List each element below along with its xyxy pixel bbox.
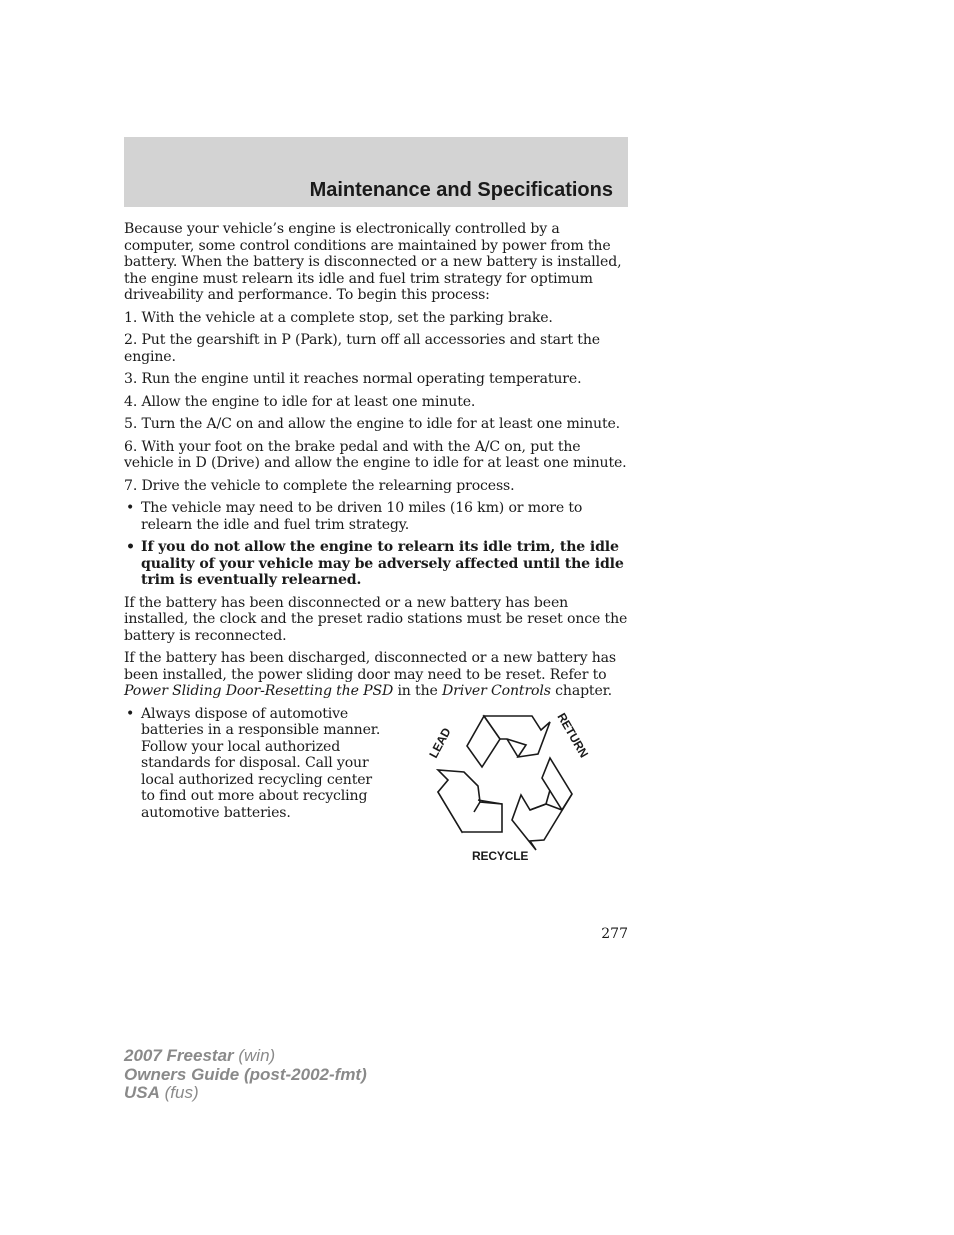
- step-6: 6. With your foot on the brake pedal and with the A/C on, put the vehicle in D (Drive) and allow the engine to idle for at least one minute.: [124, 438, 627, 471]
- recycle-logo-icon: [420, 702, 610, 862]
- psd-text-mid: in the: [393, 683, 443, 699]
- step-5: 5. Turn the A/C on and allow the engine to idle for at least one minute.: [124, 416, 620, 432]
- footer-market: USA: [124, 1083, 160, 1102]
- bullet-dispose: • Always dispose of automotive batteries in a responsible manner. Follow your local authorized standards for disposal. Call your local authorized recycling center to find out more about recycling automotive batteries.: [124, 706, 381, 822]
- section-header: [124, 137, 628, 207]
- step-3: 3. Run the engine until it reaches normal operating temperature.: [124, 371, 582, 387]
- page-number: 277: [601, 926, 628, 942]
- psd-paragraph: [124, 650, 628, 700]
- psd-text-end: chapter.: [550, 683, 613, 699]
- page-content: [124, 221, 628, 866]
- bullet-drive-note: • The vehicle may need to be driven 10 miles (16 km) or more to relearn the idle and fuel trim strategy.: [124, 500, 628, 533]
- chapter-reference: Driver Controls: [442, 683, 551, 699]
- recycle-section: [124, 706, 628, 866]
- section-title: Maintenance and Specifications: [309, 179, 613, 201]
- document-footer: [124, 1047, 367, 1103]
- recycle-arrow-left-head: [438, 770, 502, 832]
- step-7: 7. Drive the vehicle to complete the relearning process.: [124, 477, 515, 494]
- bullet-warning: • If you do not allow the engine to relearn its idle trim, the idle quality of your vehicle may be adversely affected until the idle trim is eventually relearned.: [124, 539, 628, 589]
- clock-paragraph: If the battery has been disconnected or a new battery has been installed, the clock and the preset radio stations must be reset once the battery is reconnected.: [124, 594, 628, 644]
- step-4: 4. Allow the engine to idle for at least one minute.: [124, 393, 476, 410]
- psd-reference: Power Sliding Door-Resetting the PSD: [124, 683, 394, 699]
- footer-model-code: (win): [233, 1046, 276, 1065]
- psd-text-start: If the battery has been discharged, disconnected or a new battery has been installed, the power sliding door may need to be reset. Refer to: [124, 650, 616, 683]
- footer-line-1: [124, 1047, 367, 1066]
- footer-model: 2007 Freestar: [124, 1046, 234, 1065]
- footer-line-3: [124, 1084, 367, 1103]
- intro-paragraph: Because your vehicle’s engine is electronically controlled by a computer, some control conditions are maintained by power from the battery. When the battery is disconnected or a new battery is installed, the engine must relearn its idle and fuel trim strategy for optimum driveability and performance. To begin this process:: [124, 221, 622, 303]
- footer-line-2: Owners Guide (post-2002-fmt): [124, 1064, 367, 1084]
- step-1: 1. With the vehicle at a complete stop, set the parking brake.: [124, 309, 553, 326]
- step-2: 2. Put the gearshift in P (Park), turn off all accessories and start the engine.: [124, 332, 600, 365]
- footer-market-code: (fus): [159, 1083, 199, 1102]
- logo-label-lead: LEAD: [426, 725, 454, 760]
- logo-label-recycle: RECYCLE: [472, 848, 529, 862]
- logo-label-return: RETURN: [554, 710, 592, 760]
